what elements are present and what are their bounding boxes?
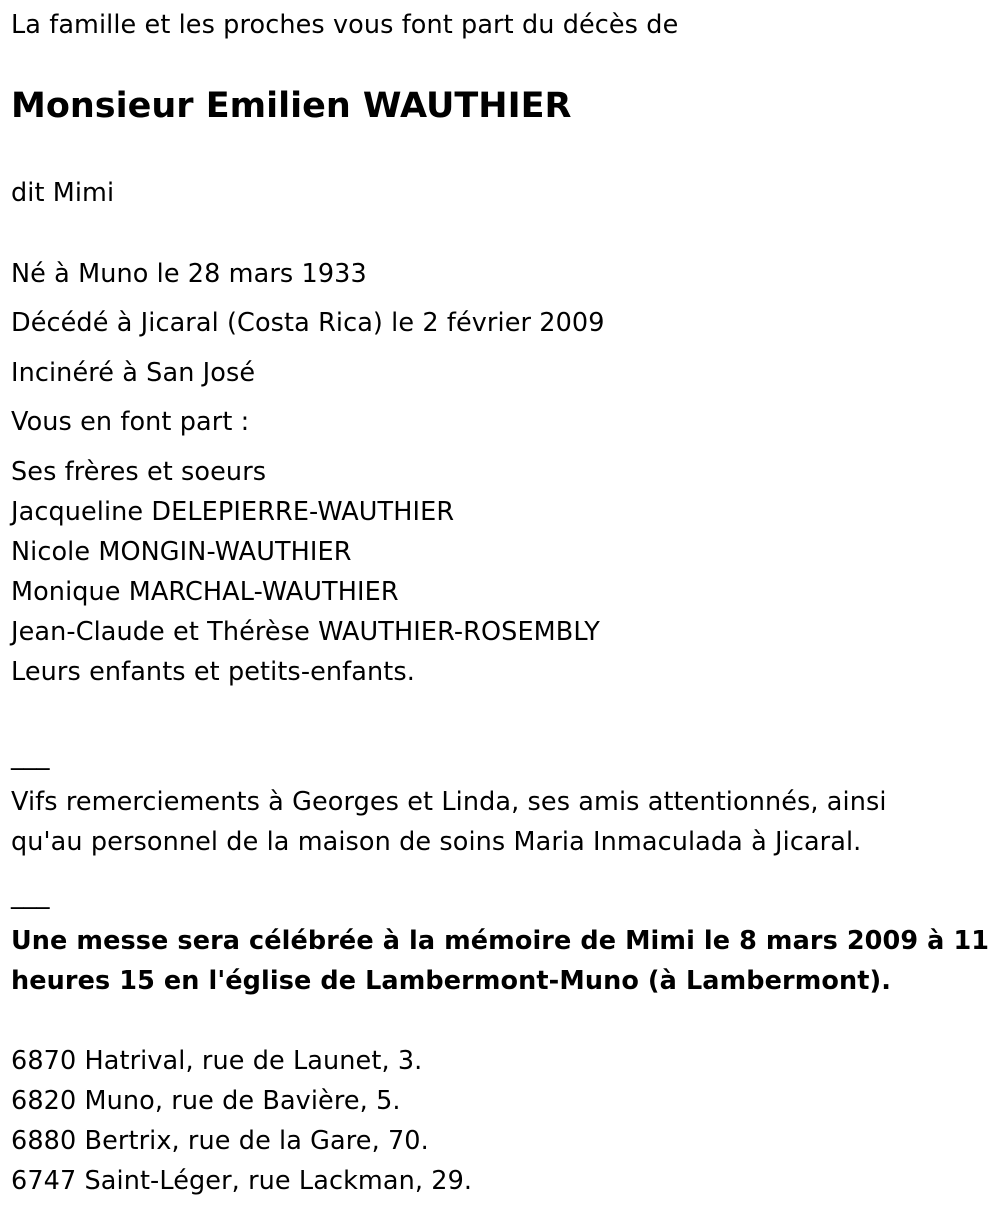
address: 6880 Bertrix, rue de la Gare, 70.	[11, 1126, 429, 1156]
family-member: Leurs enfants et petits-enfants.	[11, 657, 415, 687]
death-info: Décédé à Jicaral (Costa Rica) le 2 février 2009	[11, 308, 605, 338]
cremation-info: Incinéré à San José	[11, 358, 256, 388]
family-heading: Ses frères et soeurs	[11, 457, 267, 487]
family-member: Jacqueline DELEPIERRE-WAUTHIER	[11, 497, 455, 527]
thanks-text: Vifs remerciements à Georges et Linda, ses amis attentionnés, ainsi	[11, 787, 887, 817]
address: 6870 Hatrival, rue de Launet, 3.	[11, 1046, 423, 1076]
nickname: dit Mimi	[11, 178, 115, 208]
announce-text: Vous en font part :	[11, 407, 250, 437]
birth-info: Né à Muno le 28 mars 1933	[11, 259, 367, 289]
thanks-text: qu'au personnel de la maison de soins Maria Inmaculada à Jicaral.	[11, 827, 862, 857]
address: 6820 Muno, rue de Bavière, 5.	[11, 1086, 401, 1116]
separator: ___	[11, 741, 50, 771]
family-member: Monique MARCHAL-WAUTHIER	[11, 577, 399, 607]
mass-info: heures 15 en l'église de Lambermont-Muno (à Lambermont).	[11, 966, 892, 996]
mass-info: Une messe sera célébrée à la mémoire de Mimi le 8 mars 2009 à 11	[11, 926, 990, 956]
family-member: Jean-Claude et Thérèse WAUTHIER-ROSEMBLY	[11, 617, 600, 647]
separator: ___	[11, 880, 50, 910]
intro-text: La famille et les proches vous font part du décès de	[11, 10, 679, 40]
address: 6747 Saint-Léger, rue Lackman, 29.	[11, 1166, 473, 1196]
family-member: Nicole MONGIN-WAUTHIER	[11, 537, 352, 567]
deceased-name: Monsieur Emilien WAUTHIER	[11, 86, 572, 126]
